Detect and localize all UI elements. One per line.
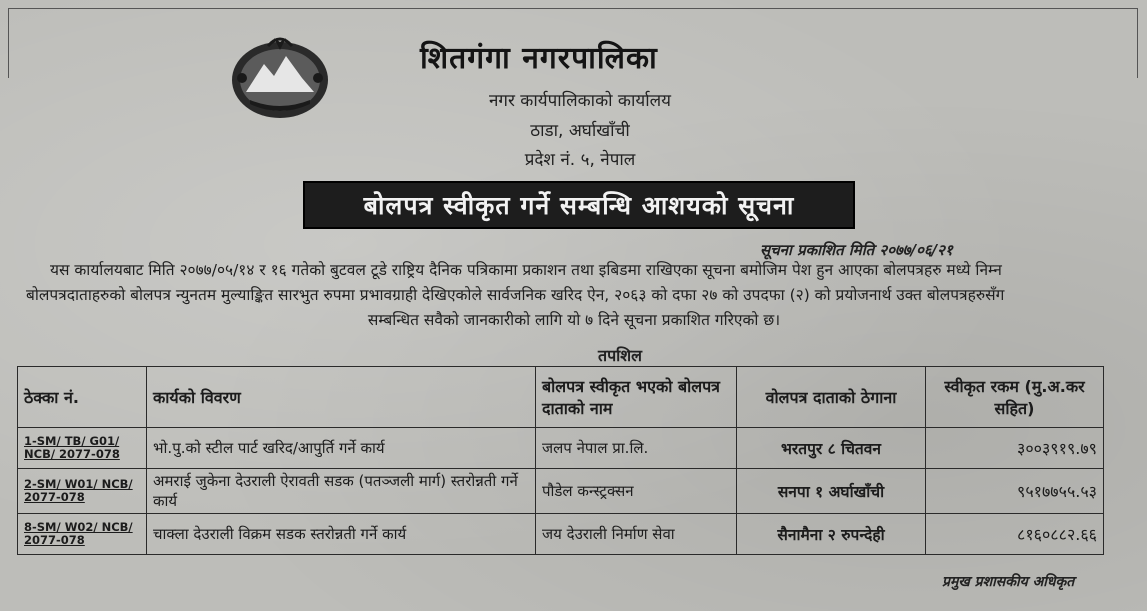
header-bidder-address: वोलपत्र दाताको ठेगाना xyxy=(737,367,926,428)
bidder-name: पौडेल कन्स्ट्रक्सन xyxy=(536,469,737,514)
details-heading: तपशिल xyxy=(597,346,643,365)
contracts-table xyxy=(17,366,1104,555)
contract-code: 8-SM/ W02/ NCB/ 2077-078 xyxy=(18,514,147,555)
province-line: प्रदेश नं. ५, नेपाल xyxy=(524,150,636,170)
office-line: नगर कार्यपालिकाको कार्यालय xyxy=(488,91,672,111)
work-description: अमराई जुकेना देउराली ऐरावती सडक (पतञ्जली मार्ग) स्तरोन्नती गर्ने कार्य xyxy=(147,469,536,514)
header-bidder-name: बोलपत्र स्वीकृत भएको बोलपत्र दाताको नाम xyxy=(536,367,737,428)
frame-left-line xyxy=(8,8,9,78)
approved-amount: ३००३९१९.७९ xyxy=(926,428,1104,469)
paragraph-line-1: यस कार्यालयबाट मिति २०७७/०५/१४ र १६ गतेको बुटवल टूडे राष्ट्रिय दैनिक पत्रिकामा प्रकाशन तथा इबिडमा राखिएका सूचना बमोजिम पेश हुन आएका बोलपत्रहरु मध्ये निम्न xyxy=(50,261,1002,279)
approved-amount: ८१६०८८२.६६ xyxy=(926,514,1104,555)
location-line: ठाडा, अर्घाखाँची xyxy=(530,121,630,141)
municipality-title: शितगंगा नगरपालिका xyxy=(420,41,658,76)
bidder-address: सैनामैना २ रुपन्देही xyxy=(737,514,926,555)
publication-date: सूचना प्रकाशित मिति २०७७/०६/२१ xyxy=(760,241,953,259)
nepal-emblem-icon xyxy=(228,30,332,122)
approved-amount: ९५१७७५५.५३ xyxy=(926,469,1104,514)
frame-top-line xyxy=(8,8,1138,9)
bidder-name: जलप नेपाल प्रा.लि. xyxy=(536,428,737,469)
header-approved-amount: स्वीकृत रकम (मु.अ.कर सहित) xyxy=(926,367,1104,428)
table-row xyxy=(18,428,1104,469)
contract-code: 1-SM/ TB/ G01/ NCB/ 2077-078 xyxy=(18,428,147,469)
notice-banner xyxy=(303,181,855,229)
signatory-title: प्रमुख प्रशासकीय अधिकृत xyxy=(942,574,1075,590)
header-work-description: कार्यको विवरण xyxy=(147,367,536,428)
header-contract-no: ठेक्का नं. xyxy=(18,367,147,428)
table-row xyxy=(18,469,1104,514)
table-row xyxy=(18,514,1104,555)
bidder-name: जय देउराली निर्माण सेवा xyxy=(536,514,737,555)
table-header-row xyxy=(18,367,1104,428)
notice-banner-text: बोलपत्र स्वीकृत गर्ने सम्बन्धि आशयको सूचना xyxy=(363,191,795,220)
contract-code: 2-SM/ W01/ NCB/ 2077-078 xyxy=(18,469,147,514)
bidder-address: भरतपुर ८ चितवन xyxy=(737,428,926,469)
work-description: भो.पु.को स्टील पार्ट खरिद/आपुर्ति गर्ने कार्य xyxy=(147,428,536,469)
paragraph-line-2: बोलपत्रदाताहरुको बोलपत्र न्युनतम मुल्याङ्कित सारभुत रुपमा प्रभावग्राही देखिएकोले सार्वजनिक खरिद ऐन, २०६३ को दफा २७ को उपदफा (२) को प्रयोजनार्थ उक्त बोलपत्रहरुसँग xyxy=(26,286,1005,304)
frame-right-line xyxy=(1137,8,1138,78)
work-description: चाक्ला देउराली विक्रम सडक स्तरोन्नती गर्ने कार्य xyxy=(147,514,536,555)
paragraph-line-3: सम्बन्धित सवैको जानकारीको लागि यो ७ दिने सूचना प्रकाशित गरिएको छ। xyxy=(367,311,781,329)
notice-paragraph xyxy=(26,258,1122,333)
bidder-address: सनपा १ अर्घाखाँची xyxy=(737,469,926,514)
